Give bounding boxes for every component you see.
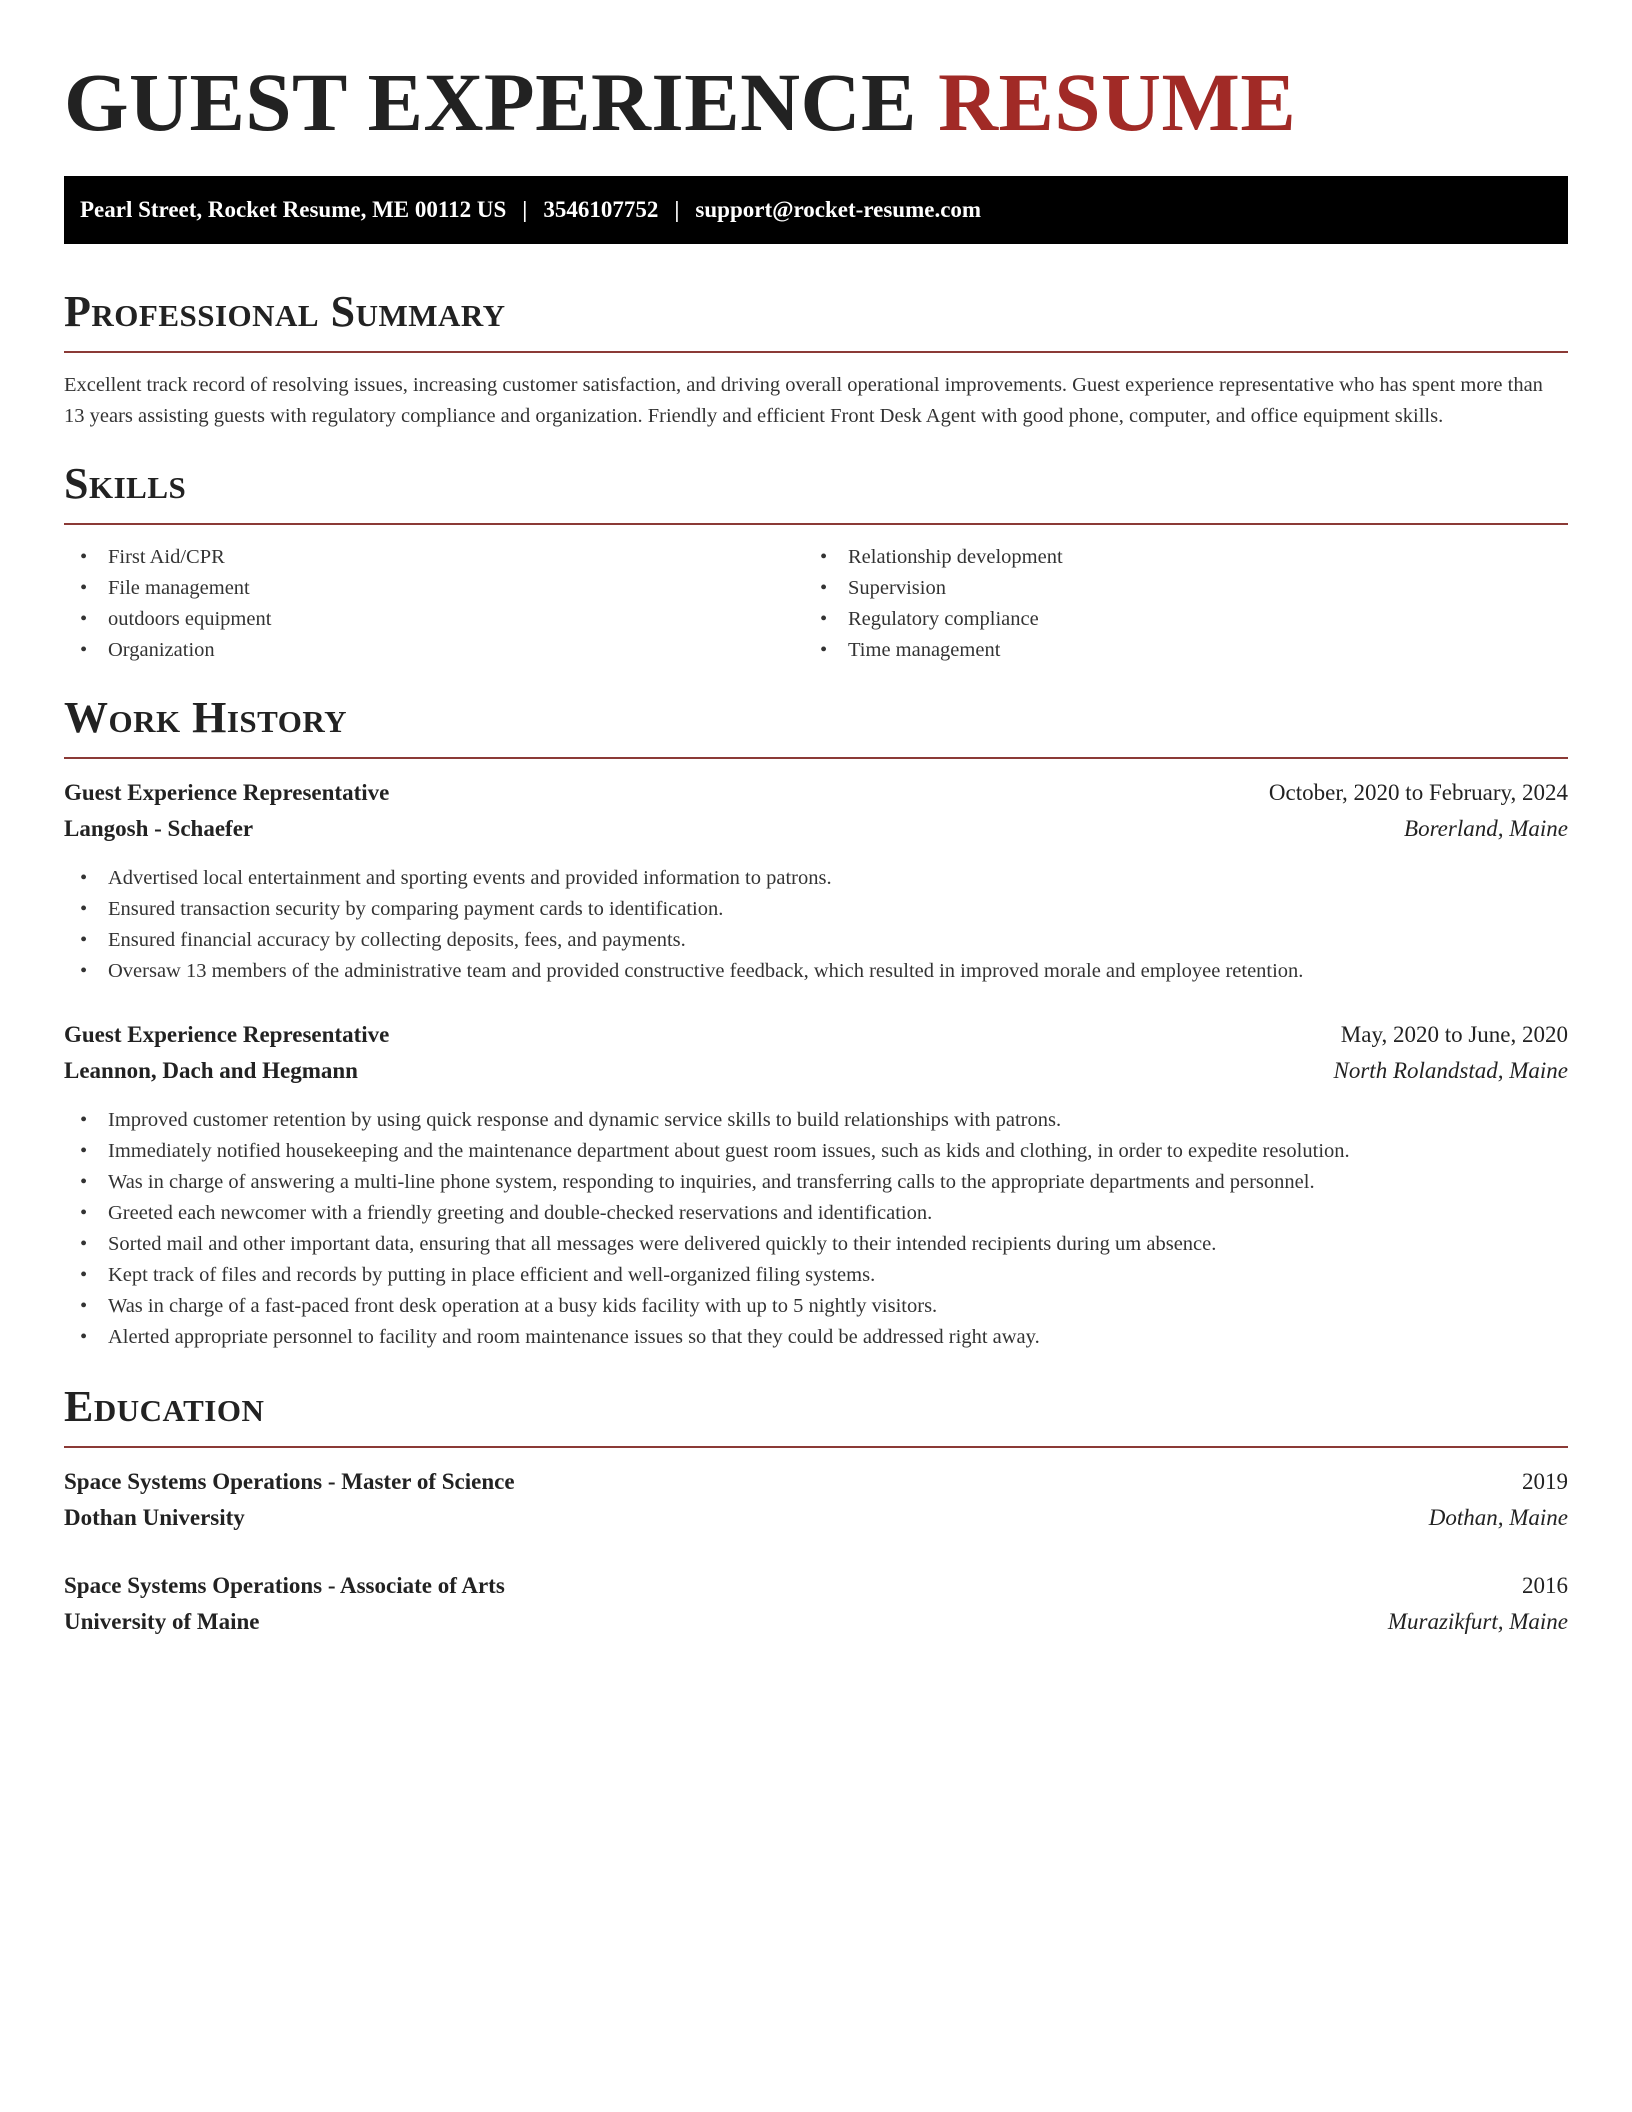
title-accent: RESUME xyxy=(938,56,1297,148)
education-degree: Space Systems Operations - Master of Science xyxy=(64,1469,515,1494)
skill-item: • Time management xyxy=(804,635,1544,666)
contact-phone: 3546107752 xyxy=(543,197,659,222)
job-bullets xyxy=(64,863,1568,987)
job-bullet: • Was in charge of answering a multi-line phone system, responding to inquiries, and transferring calls to the appropriate departments and personnel. xyxy=(64,1167,1568,1198)
job-bullet: • Sorted mail and other important data, ensuring that all messages were delivered quickly to their intended recipients during um absence. xyxy=(64,1229,1568,1260)
job-bullets xyxy=(64,1105,1568,1353)
work-heading: Work History xyxy=(64,693,348,742)
education-degree: Space Systems Operations - Associate of Arts xyxy=(64,1573,505,1598)
job-bullet: • Ensured financial accuracy by collecting deposits, fees, and payments. xyxy=(64,925,1568,956)
education-header xyxy=(64,1464,1568,1500)
contact-email: support@rocket-resume.com xyxy=(695,197,982,222)
skill-item: • Regulatory compliance xyxy=(804,604,1544,635)
job-dates: May, 2020 to June, 2020 xyxy=(1340,1022,1568,1047)
education-year: 2019 xyxy=(1522,1469,1568,1494)
job-company: Langosh - Schaefer xyxy=(64,816,254,841)
job-title: Guest Experience Representative xyxy=(64,780,390,805)
skill-item: • Supervision xyxy=(804,573,1544,604)
education-subheader xyxy=(64,1604,1568,1640)
job-bullet: • Was in charge of a fast-paced front desk operation at a busy kids facility with up to 5 nightly visitors. xyxy=(64,1291,1568,1322)
contact-separator: | xyxy=(674,197,680,222)
job-location: Borerland, Maine xyxy=(1404,816,1568,841)
skill-item: • First Aid/CPR xyxy=(64,542,804,573)
job-bullet: • Greeted each newcomer with a friendly greeting and double-checked reservations and identification. xyxy=(64,1198,1568,1229)
title-main: GUEST EXPERIENCE xyxy=(64,56,917,148)
skill-item: • Relationship development xyxy=(804,542,1544,573)
job-bullet: • Oversaw 13 members of the administrative team and provided constructive feedback, which resulted in improved morale and employee retention. xyxy=(64,956,1568,987)
skills-heading: Skills xyxy=(64,459,187,508)
job-bullet: • Advertised local entertainment and sporting events and provided information to patrons. xyxy=(64,863,1568,894)
job-subheader xyxy=(64,1053,1568,1089)
contact-address: Pearl Street, Rocket Resume, ME 00112 US xyxy=(80,197,507,222)
skill-item: • outdoors equipment xyxy=(64,604,804,635)
contact-separator: | xyxy=(522,197,528,222)
education-heading: Education xyxy=(64,1382,265,1431)
job-header xyxy=(64,775,1568,811)
job-bullet: • Kept track of files and records by putting in place efficient and well-organized filing systems. xyxy=(64,1260,1568,1291)
job-subheader xyxy=(64,811,1568,847)
education-school: University of Maine xyxy=(64,1609,260,1634)
skill-item: • Organization xyxy=(64,635,804,666)
job-company: Leannon, Dach and Hegmann xyxy=(64,1058,358,1083)
summary-heading: Professional Summary xyxy=(64,287,506,336)
resume-title xyxy=(64,52,1296,152)
skills-column-right xyxy=(804,542,1544,666)
education-year: 2016 xyxy=(1522,1573,1568,1598)
job-bullet: • Ensured transaction security by comparing payment cards to identification. xyxy=(64,894,1568,925)
section-divider xyxy=(64,757,1568,759)
section-divider xyxy=(64,523,1568,525)
skills-column-left xyxy=(64,542,804,666)
contact-bar xyxy=(64,176,1568,244)
job-header xyxy=(64,1017,1568,1053)
education-school: Dothan University xyxy=(64,1505,245,1530)
job-location: North Rolandstad, Maine xyxy=(1333,1058,1568,1083)
education-location: Dothan, Maine xyxy=(1428,1505,1568,1530)
education-subheader xyxy=(64,1500,1568,1536)
skill-item: • File management xyxy=(64,573,804,604)
education-header xyxy=(64,1568,1568,1604)
job-bullet: • Improved customer retention by using quick response and dynamic service skills to build relationships with patrons. xyxy=(64,1105,1568,1136)
section-divider xyxy=(64,1446,1568,1448)
job-bullet: • Immediately notified housekeeping and the maintenance department about guest room issues, such as kids and clothing, in order to expedite resolution. xyxy=(64,1136,1568,1167)
skills-list xyxy=(64,542,1568,666)
education-location: Murazikfurt, Maine xyxy=(1387,1609,1568,1634)
section-divider xyxy=(64,351,1568,353)
job-title: Guest Experience Representative xyxy=(64,1022,390,1047)
job-bullet: • Alerted appropriate personnel to facility and room maintenance issues so that they could be addressed right away. xyxy=(64,1322,1568,1353)
summary-text: Excellent track record of resolving issues, increasing customer satisfaction, and driving overall operational improvements. Guest experience representative who has spent more than 13 years assisting guests with regulatory compliance and organization. Friendly and efficient Front Desk Agent with good phone, computer, and office equipment skills. xyxy=(64,374,1543,427)
job-dates: October, 2020 to February, 2024 xyxy=(1268,780,1568,805)
